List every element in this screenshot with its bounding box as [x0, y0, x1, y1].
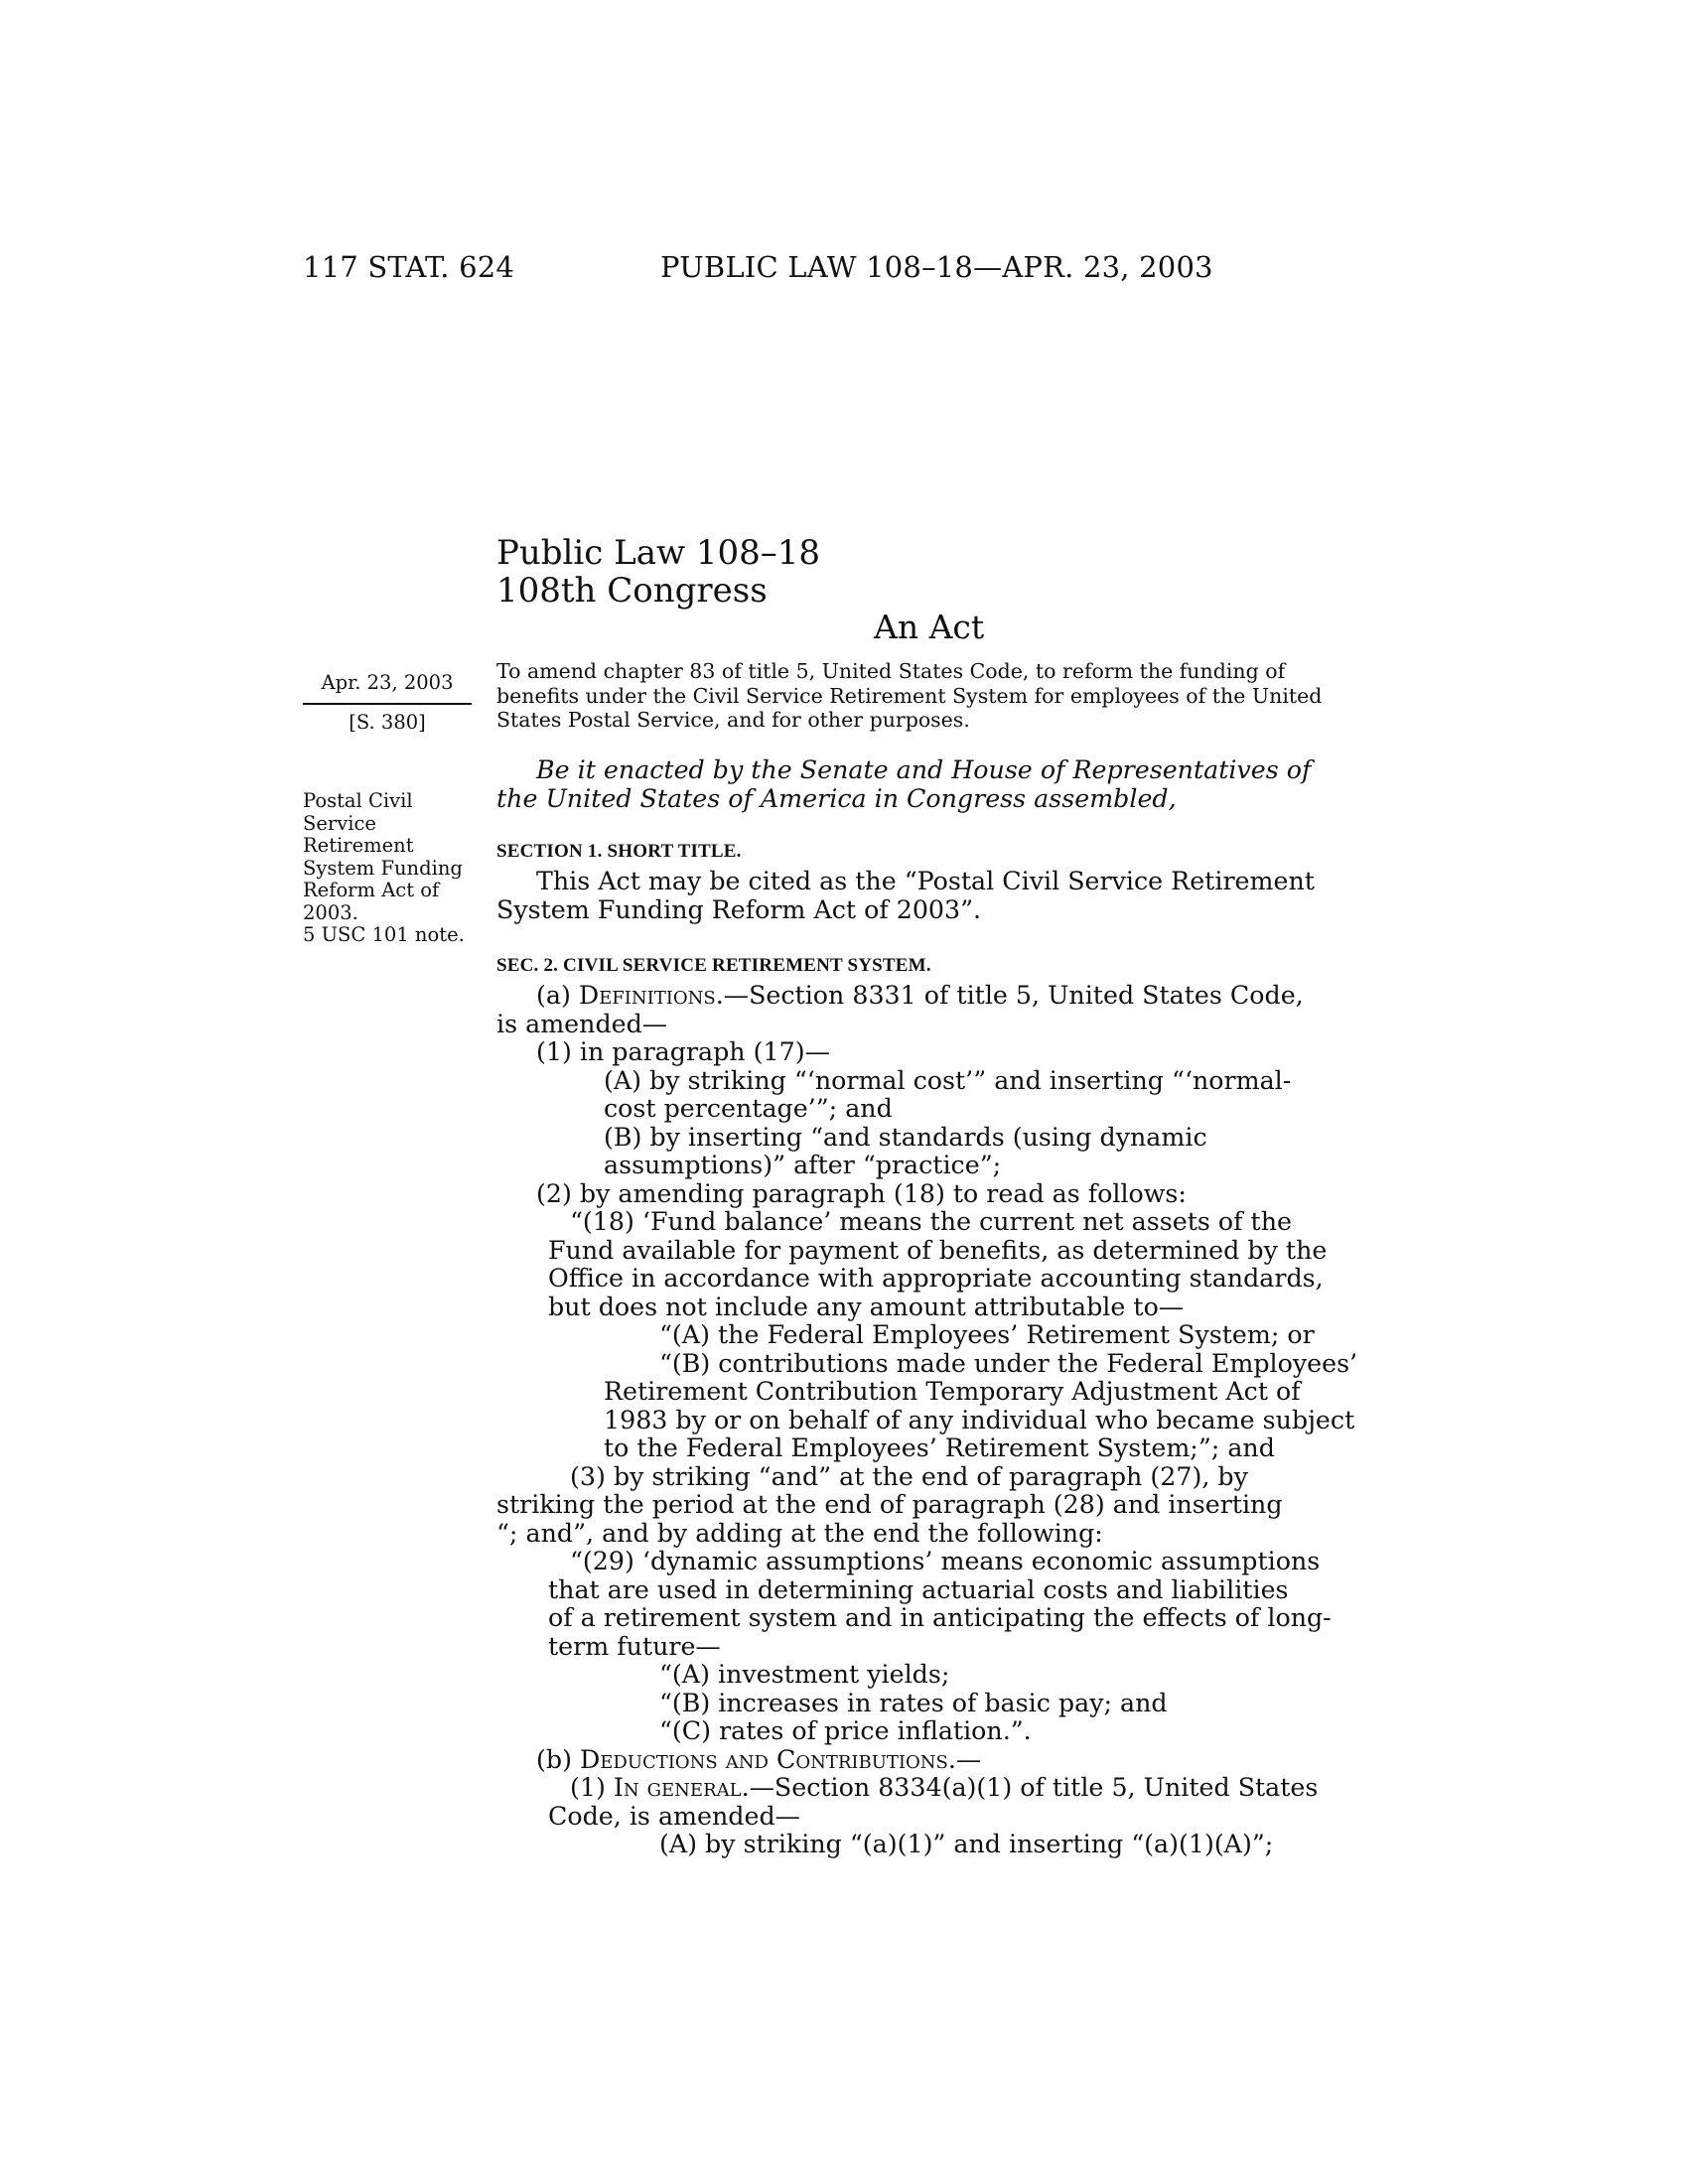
text-span: (a): [536, 981, 579, 1010]
text-span: —Section 8331 of title 5, United States Code,: [723, 981, 1304, 1010]
text-line: “(C) rates of price inflation.”.: [659, 1716, 1032, 1745]
text-line: This Act may be cited as the “Postal Civil Service Retirement: [536, 867, 1315, 895]
text-span: (1): [570, 1773, 614, 1802]
margin-date: Apr. 23, 2003: [321, 671, 454, 694]
text-line: Office in accordance with appropriate accounting standards,: [548, 1264, 1324, 1293]
text-line: (A) by striking “(a)(1)” and inserting “(a)(1)(A)”;: [659, 1830, 1274, 1858]
text-line: but does not include any amount attributable to—: [548, 1292, 1185, 1321]
paragraph-b1-caption: In general.: [613, 1773, 750, 1802]
text-line: “(B) increases in rates of basic pay; and: [659, 1688, 1168, 1717]
enacting-line: Be it enacted by the Senate and House of Representatives of: [536, 755, 1312, 784]
act-heading: An Act: [874, 608, 985, 646]
text-line: (A) by striking “‘normal cost’” and inserting “‘normal-: [604, 1065, 1292, 1095]
text-span: —: [955, 1744, 982, 1774]
long-title-line: To amend chapter 83 of title 5, United States Code, to reform the funding of: [496, 659, 1286, 683]
text-line: “; and”, and by adding at the end the following:: [496, 1518, 1103, 1548]
enacting-line: the United States of America in Congress assembled,: [496, 783, 1177, 813]
congress-number: 108th Congress: [496, 571, 768, 611]
section-2-text: [496, 982, 1360, 1859]
subsection-a-heading: [496, 982, 1360, 1011]
text-line: Retirement Contribution Temporary Adjustment Act of: [604, 1377, 1301, 1406]
page-number-header: 117 STAT. 624: [303, 250, 515, 284]
margin-bill-number: [S. 380]: [349, 711, 426, 734]
text-line: 1983 by or on behalf of any individual who became subject: [604, 1405, 1355, 1434]
margin-note-line: Reform Act of: [303, 879, 440, 901]
law-number: Public Law 108–18: [496, 533, 821, 573]
subsection-b-heading: [496, 1746, 1360, 1775]
text-line: (B) by inserting “and standards (using dynamic: [604, 1122, 1207, 1152]
margin-note-line: System Funding: [303, 856, 463, 880]
text-line: to the Federal Employees’ Retirement System;”; and: [604, 1433, 1275, 1462]
subsection-b-caption: Deductions and Contributions.: [579, 1744, 956, 1774]
text-line: is amended—: [496, 1009, 668, 1038]
text-line: that are used in determining actuarial costs and liabilities: [548, 1574, 1289, 1604]
text-line: Fund available for payment of benefits, as determined by the: [548, 1235, 1328, 1265]
text-line: assumptions)” after “practice”;: [604, 1151, 1002, 1179]
margin-note-line: Retirement: [303, 834, 414, 857]
enacting-clause: [496, 756, 1360, 813]
text-line: “(B) contributions made under the Federal Employees’: [659, 1348, 1358, 1378]
margin-note-line: Service: [303, 811, 376, 835]
section-1-text: [496, 868, 1360, 924]
paragraph-b1: [496, 1774, 1360, 1803]
long-title-line: States Postal Service, and for other purposes.: [496, 708, 970, 732]
text-line: Code, is amended—: [548, 1801, 800, 1831]
section-1-heading: SECTION 1. SHORT TITLE.: [496, 841, 742, 862]
running-header-title: PUBLIC LAW 108–18—APR. 23, 2003: [660, 250, 1213, 284]
text-line: striking the period at the end of paragraph (28) and inserting: [496, 1490, 1283, 1519]
text-line: System Funding Reform Act of 2003”.: [496, 894, 982, 924]
margin-short-title-note: [303, 790, 465, 947]
text-line: of a retirement system and in anticipating the effects of long-: [548, 1603, 1332, 1632]
text-line: “(29) ‘dynamic assumptions’ means economic assumptions: [570, 1547, 1321, 1575]
text-span: —Section 8334(a)(1) of title 5, United States: [749, 1773, 1319, 1802]
paragraph-2: (2) by amending paragraph (18) to read as follows:: [536, 1178, 1187, 1208]
long-title: [496, 659, 1360, 733]
section-2-heading: SEC. 2. CIVIL SERVICE RETIREMENT SYSTEM.: [496, 955, 931, 976]
text-span: (b): [536, 1744, 580, 1774]
margin-rule: [303, 703, 472, 705]
subsection-a-caption: Definitions.: [578, 981, 724, 1010]
margin-note-line: 5 USC 101 note.: [303, 923, 465, 946]
paragraph-3: (3) by striking “and” at the end of paragraph (27), by: [570, 1461, 1248, 1491]
long-title-line: benefits under the Civil Service Retirement System for employees of the United: [496, 683, 1323, 708]
paragraph-1: (1) in paragraph (17)—: [536, 1037, 830, 1066]
text-line: “(A) the Federal Employees’ Retirement System; or: [659, 1320, 1315, 1349]
text-line: “(A) investment yields;: [659, 1660, 950, 1689]
margin-note-line: 2003.: [303, 900, 358, 924]
text-line: term future—: [548, 1631, 721, 1661]
text-line: “(18) ‘Fund balance’ means the current net assets of the: [570, 1207, 1292, 1236]
text-line: cost percentage’”; and: [604, 1094, 893, 1123]
margin-note-line: Postal Civil: [303, 789, 413, 812]
